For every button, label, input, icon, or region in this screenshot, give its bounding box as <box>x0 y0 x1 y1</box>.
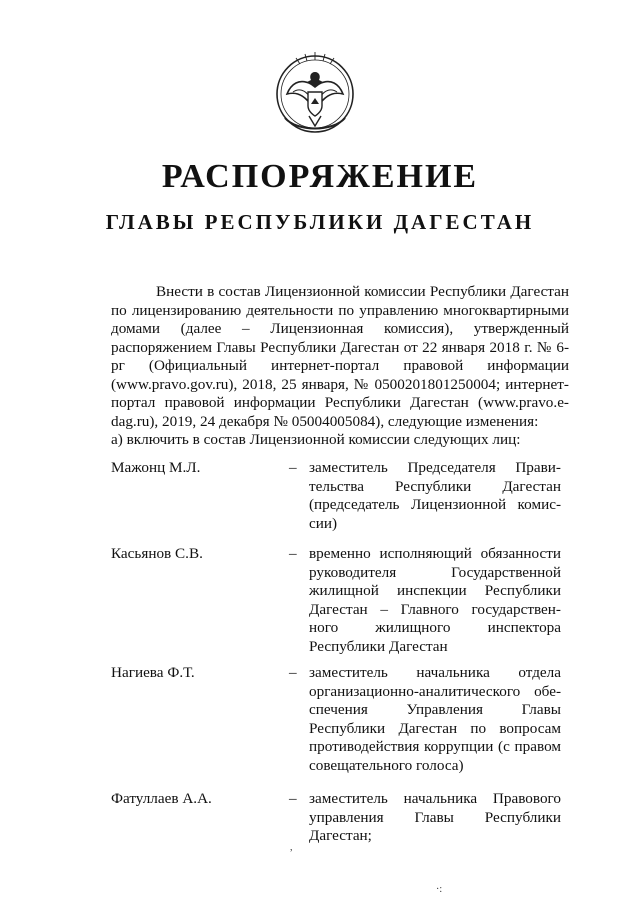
member-name: Нагиева Ф.Т. <box>111 664 195 681</box>
member-dash: – <box>289 664 297 681</box>
document-title: РАСПОРЯЖЕНИЕ <box>161 158 479 195</box>
member-role: заместитель начальника отдела организационно-аналитического обе-спечения Управления Главы Республики Дагестан по вопросам противодействия коррупции (с правом совещательного голоса) <box>309 664 561 774</box>
member-dash: – <box>289 790 297 807</box>
member-name: Фатуллаев А.А. <box>111 790 212 807</box>
scan-speck: ·: <box>436 884 443 895</box>
member-role: временно исполняющий обязанности руководителя Государственной жилищной инспекции Республики Дагестан – Главного государствен-ного жилищного инспектора Республики Дагестан <box>309 545 561 655</box>
member-role: заместитель начальника Правового управления Главы Республики Дагестан; <box>309 790 561 844</box>
member-name: Касьянов С.В. <box>111 545 203 562</box>
member-dash: – <box>289 545 297 562</box>
member-role: заместитель Председателя Прави-тельства Республики Дагестан (председатель Лицензионной комис-сии) <box>309 459 561 532</box>
preamble-paragraph: Внести в состав Лицензионной комиссии Республики Дагестан по лицензированию деятельности по управлению многоквартирными домами (далее – Лицензионная комиссия), утвержденный распоряжением Главы Республики Дагестан от 22 января 2018 г. № 6-рг (Официальный интернет-портал правовой информации (www.pravo.gov.ru), 2018, 25 января, № 0500201801250004; интернет-портал правовой информации Республики Дагестан (www.pravo.e-dag.ru), 2019, 24 декабря № 05004005084), следующие изменения: <box>111 283 569 430</box>
item-a-paragraph: а) включить в состав Лицензионной комиссии следующих лиц: <box>111 431 521 448</box>
member-dash: – <box>289 459 297 476</box>
scan-speck: , <box>290 842 293 853</box>
coat-of-arms-emblem <box>271 48 359 140</box>
member-name: Мажонц М.Л. <box>111 459 201 476</box>
document-subtitle: ГЛАВЫ РЕСПУБЛИКИ ДАГЕСТАН <box>105 210 535 234</box>
